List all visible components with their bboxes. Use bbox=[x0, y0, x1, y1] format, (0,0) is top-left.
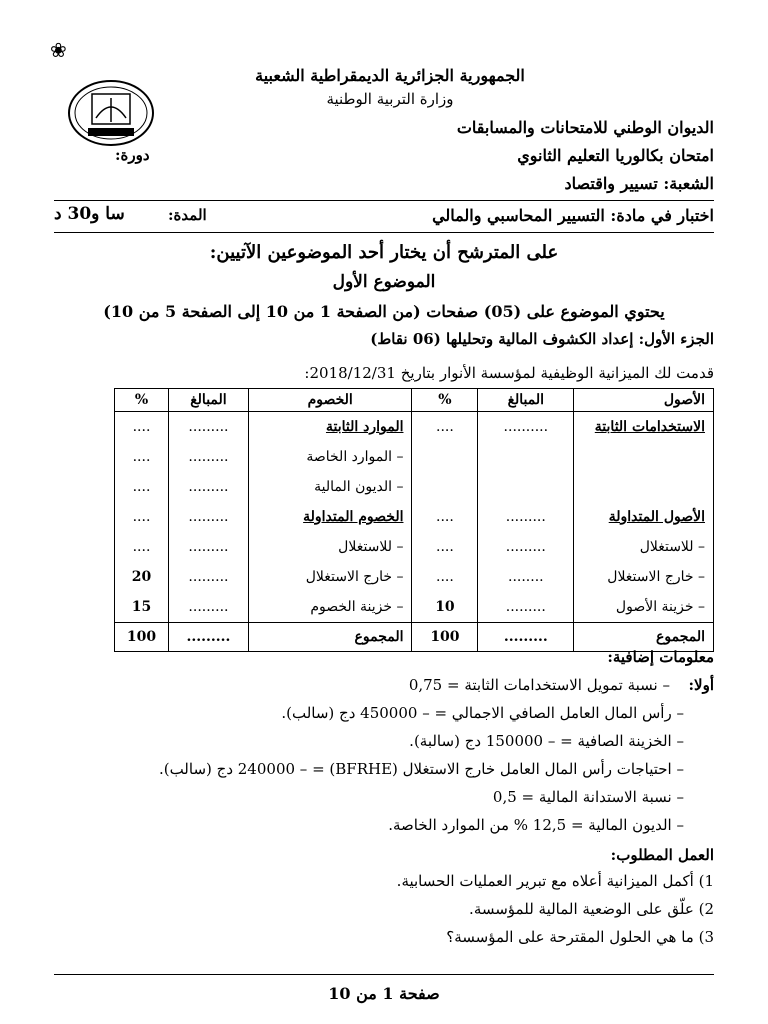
divider-top bbox=[54, 200, 714, 201]
info-line: – نسبة تمويل الاستخدامات الثابتة = 0,75 bbox=[408, 676, 670, 694]
header-cell: % bbox=[115, 389, 169, 412]
table-cell: الأصول المتداولة bbox=[574, 502, 714, 532]
table-cell: 100 bbox=[412, 623, 478, 652]
question-item: 2) علّق على الوضعية المالية للمؤسسة. bbox=[469, 900, 714, 918]
page-number: صفحة 1 من 10 bbox=[328, 984, 440, 1003]
ministry-logo bbox=[66, 78, 156, 148]
table-cell bbox=[574, 442, 714, 472]
table-cell: الموارد الثابتة bbox=[248, 412, 412, 443]
table-cell: ......... bbox=[169, 502, 249, 532]
balance-sheet-table bbox=[114, 388, 714, 652]
pages-note: يحتوي الموضوع على (05) صفحات (من الصفحة 1 من 10 إلى الصفحة 5 من 10) bbox=[103, 302, 665, 321]
info-line: – الديون المالية = 12,5 % من الموارد الخاصة. bbox=[388, 816, 684, 834]
table-cell: ......... bbox=[169, 472, 249, 502]
table-cell bbox=[412, 442, 478, 472]
table-cell: – الموارد الخاصة bbox=[248, 442, 412, 472]
table-cell: .... bbox=[115, 502, 169, 532]
table-cell: ......... bbox=[169, 562, 249, 592]
table-row bbox=[115, 532, 714, 562]
table-cell: .... bbox=[115, 412, 169, 443]
table-cell: ......... bbox=[478, 623, 574, 652]
table-cell: ........ bbox=[478, 562, 574, 592]
info-line: – الخزينة الصافية = – 150000 دج (سالبة). bbox=[409, 732, 684, 750]
table-row bbox=[115, 472, 714, 502]
table-cell bbox=[412, 472, 478, 502]
part-title: الجزء الأول: إعداد الكشوف المالية وتحليلها (06 نقاط) bbox=[370, 330, 714, 348]
table-cell: – خزينة الخصوم bbox=[248, 592, 412, 623]
topic-title: الموضوع الأول bbox=[332, 272, 436, 292]
republic-title: الجمهورية الجزائرية الديمقراطية الشعبية bbox=[255, 66, 525, 85]
question-item: 1) أكمل الميزانية أعلاه مع تبرير العمليات الحسابية. bbox=[396, 872, 714, 890]
table-cell: .... bbox=[115, 532, 169, 562]
header-cell: الأصول bbox=[574, 389, 714, 412]
table-cell bbox=[478, 472, 574, 502]
header-cell: المبالغ bbox=[478, 389, 574, 412]
table-cell bbox=[478, 442, 574, 472]
table-cell: ......... bbox=[169, 532, 249, 562]
table-cell: الخصوم المتداولة bbox=[248, 502, 412, 532]
table-row bbox=[115, 592, 714, 623]
table-row bbox=[115, 412, 714, 443]
table-cell: .... bbox=[412, 532, 478, 562]
info-title: معلومات إضافية: bbox=[607, 648, 714, 666]
branch-label: الشعبة: تسيير واقتصاد bbox=[564, 174, 714, 193]
info-line: – رأس المال العامل الصافي الاجمالي = – 450000 دج (سالب). bbox=[281, 704, 684, 722]
table-row bbox=[115, 442, 714, 472]
divider-subject bbox=[54, 232, 714, 233]
ministry-title: وزارة التربية الوطنية bbox=[326, 90, 454, 108]
table-cell: – خارج الاستغلال bbox=[574, 562, 714, 592]
table-cell: 100 bbox=[115, 623, 169, 652]
table-cell: .......... bbox=[478, 412, 574, 443]
subject-label: اختبار في مادة: التسيير المحاسبي والمالي bbox=[432, 206, 714, 225]
table-row bbox=[115, 502, 714, 532]
table-cell: 10 bbox=[412, 592, 478, 623]
session-label: دورة: bbox=[115, 146, 150, 164]
table-cell: المجموع bbox=[574, 623, 714, 652]
table-cell: 20 bbox=[115, 562, 169, 592]
table-cell: ......... bbox=[169, 623, 249, 652]
header-cell: الخصوم bbox=[248, 389, 412, 412]
table-cell: ......... bbox=[169, 412, 249, 443]
duration-label: المدة: bbox=[168, 206, 207, 224]
table-cell: ......... bbox=[169, 442, 249, 472]
table-header-row bbox=[115, 389, 714, 412]
choose-instruction: على المترشح أن يختار أحد الموضوعين الآتيين: bbox=[209, 242, 559, 263]
question-item: 3) ما هي الحلول المقترحة على المؤسسة؟ bbox=[446, 928, 714, 946]
office-title: الديوان الوطني للامتحانات والمسابقات bbox=[456, 118, 714, 137]
table-cell: المجموع bbox=[248, 623, 412, 652]
duration-value: سا و30 د bbox=[54, 204, 125, 224]
header-cell: % bbox=[412, 389, 478, 412]
divider-footer bbox=[54, 974, 714, 975]
exam-title: امتحان بكالوريا التعليم الثانوي bbox=[517, 146, 714, 165]
table-cell bbox=[574, 472, 714, 502]
table-cell: – الديون المالية bbox=[248, 472, 412, 502]
table-cell: 15 bbox=[115, 592, 169, 623]
table-cell: .... bbox=[412, 562, 478, 592]
info-line: – احتياجات رأس المال العامل خارج الاستغلال (BFRHE) = – 240000 دج (سالب). bbox=[158, 760, 684, 778]
table-row bbox=[115, 562, 714, 592]
balance-intro: قدمت لك الميزانية الوظيفية لمؤسسة الأنوار بتاريخ 2018/12/31: bbox=[304, 364, 714, 382]
table-cell: ......... bbox=[169, 592, 249, 623]
table-cell: – للاستغلال bbox=[574, 532, 714, 562]
table-cell: .... bbox=[115, 472, 169, 502]
table-cell: ......... bbox=[478, 592, 574, 623]
flower-icon: ❀ bbox=[50, 38, 67, 62]
table-cell: ......... bbox=[478, 532, 574, 562]
required-title: العمل المطلوب: bbox=[610, 846, 714, 864]
table-cell: .... bbox=[412, 412, 478, 443]
table-cell: – خارج الاستغلال bbox=[248, 562, 412, 592]
table-cell: .... bbox=[412, 502, 478, 532]
table-cell: الاستخدامات الثابتة bbox=[574, 412, 714, 443]
table-cell: ......... bbox=[478, 502, 574, 532]
table-cell: – للاستغلال bbox=[248, 532, 412, 562]
header-cell: المبالغ bbox=[169, 389, 249, 412]
info-line: – نسبة الاستدانة المالية = 0,5 bbox=[492, 788, 684, 806]
first-label: أولا: bbox=[688, 676, 714, 694]
table-cell: .... bbox=[115, 442, 169, 472]
table-cell: – خزينة الأصول bbox=[574, 592, 714, 623]
